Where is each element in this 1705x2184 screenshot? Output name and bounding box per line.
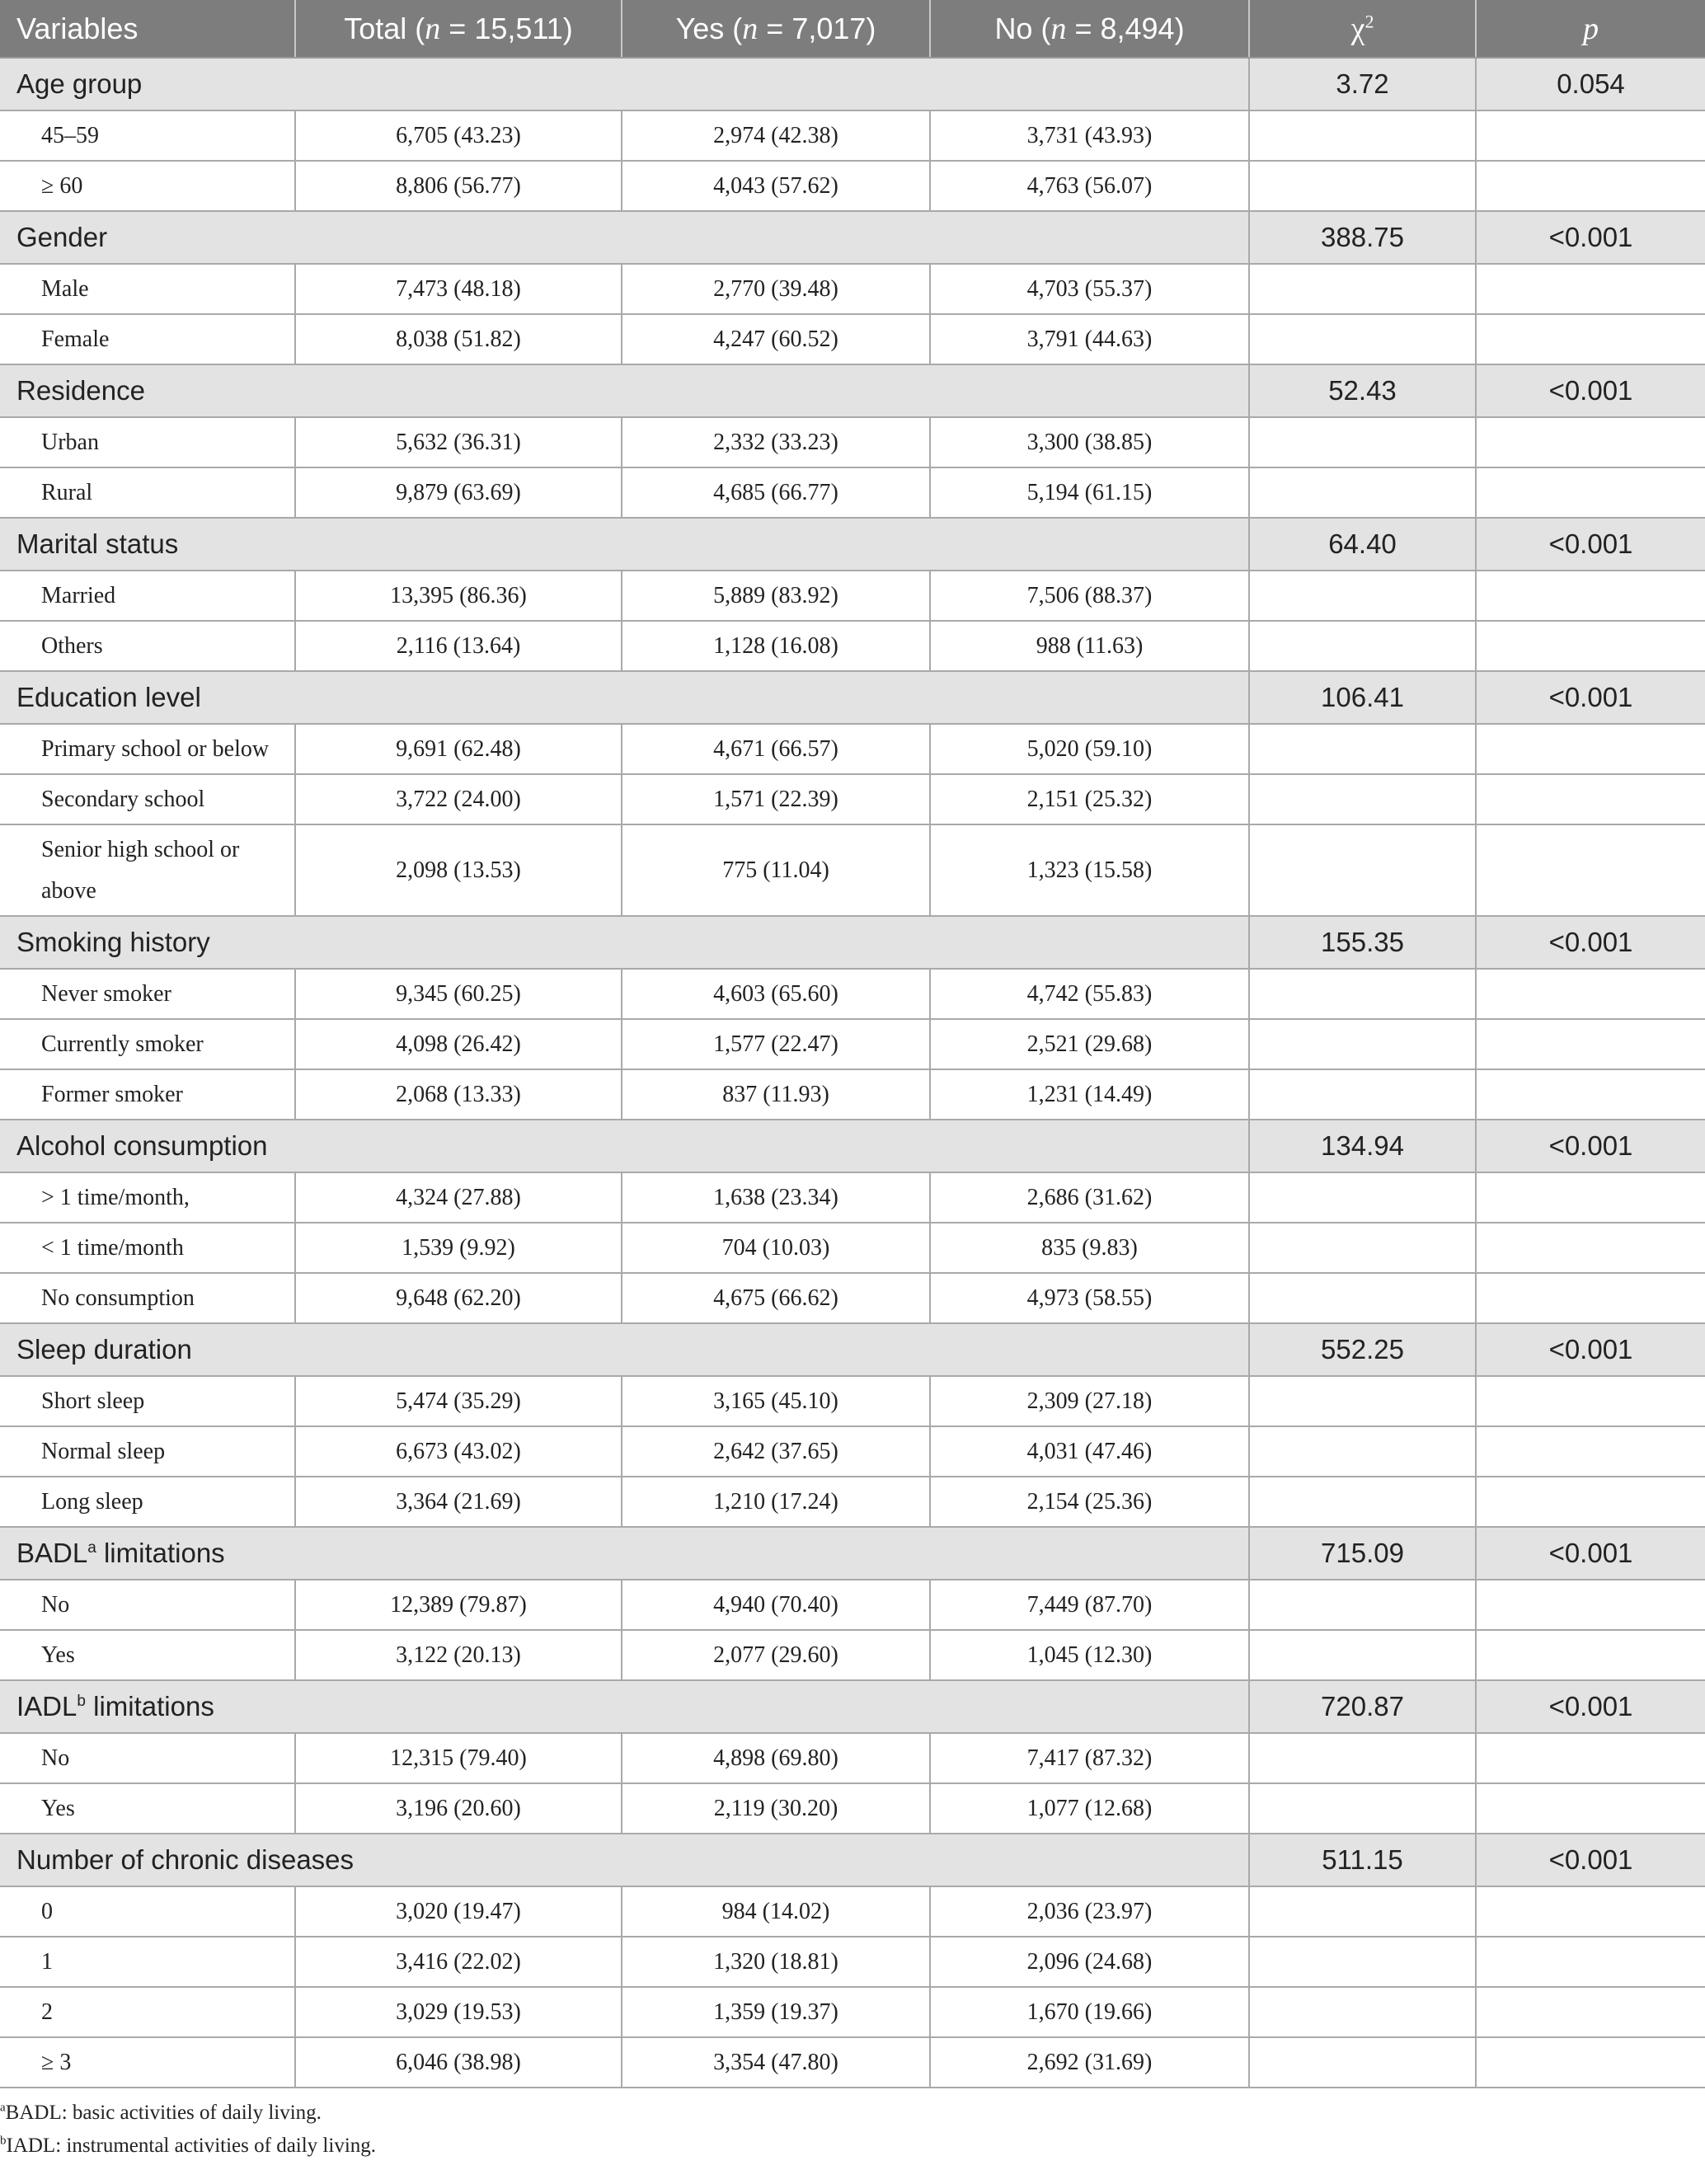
header-yes-value: = 7,017) <box>758 11 876 45</box>
table-row <box>0 1069 1705 1120</box>
row-label: No consumption <box>0 1273 295 1323</box>
cell-yes: 2,974 (42.38) <box>622 110 930 161</box>
footnote <box>0 2133 1705 2159</box>
row-label: 2 <box>0 1987 295 2037</box>
group-p-value: <0.001 <box>1476 1527 1705 1580</box>
group-label-text: Sleep duration <box>16 1334 192 1364</box>
cell-total: 5,474 (35.29) <box>295 1376 622 1426</box>
cell-chi-square-empty <box>1249 110 1476 161</box>
cell-chi-square-empty <box>1249 571 1476 621</box>
cell-yes: 1,571 (22.39) <box>622 774 930 824</box>
header-yes-n: n <box>742 11 759 46</box>
header-chi-square <box>1249 0 1476 58</box>
table-row <box>0 969 1705 1019</box>
header-p <box>1476 0 1705 58</box>
cell-yes: 2,077 (29.60) <box>622 1630 930 1680</box>
table-row <box>0 1580 1705 1630</box>
header-no-value: = 8,494) <box>1066 11 1185 45</box>
cell-yes: 4,247 (60.52) <box>622 314 930 364</box>
cell-p-empty <box>1476 1987 1705 2037</box>
group-row <box>0 364 1705 417</box>
cell-total: 3,020 (19.47) <box>295 1886 622 1937</box>
group-label-suffix: limitations <box>85 1691 214 1721</box>
group-label <box>0 1834 1249 1886</box>
cell-no: 2,154 (25.36) <box>930 1477 1249 1527</box>
cell-no: 1,077 (12.68) <box>930 1783 1249 1834</box>
cell-p-empty <box>1476 571 1705 621</box>
row-label: 0 <box>0 1886 295 1937</box>
cell-chi-square-empty <box>1249 1733 1476 1783</box>
cell-yes: 1,128 (16.08) <box>622 621 930 671</box>
cell-p-empty <box>1476 774 1705 824</box>
table-row <box>0 264 1705 314</box>
cell-chi-square-empty <box>1249 1223 1476 1273</box>
cell-yes: 1,638 (23.34) <box>622 1172 930 1223</box>
group-label-text: Gender <box>16 222 108 252</box>
header-yes <box>622 0 930 58</box>
cell-chi-square-empty <box>1249 1273 1476 1323</box>
table-row <box>0 1426 1705 1477</box>
cell-chi-square-empty <box>1249 1886 1476 1937</box>
row-label: Senior high school or above <box>0 824 295 916</box>
group-label-text: Age group <box>16 68 143 99</box>
cell-total: 2,068 (13.33) <box>295 1069 622 1120</box>
cell-yes: 4,603 (65.60) <box>622 969 930 1019</box>
cell-total: 8,806 (56.77) <box>295 161 622 211</box>
header-total-value: = 15,511) <box>440 11 573 45</box>
cell-chi-square-empty <box>1249 1172 1476 1223</box>
cell-chi-square-empty <box>1249 1069 1476 1120</box>
table-row <box>0 1783 1705 1834</box>
cell-yes: 4,940 (70.40) <box>622 1580 930 1630</box>
group-row <box>0 1527 1705 1580</box>
cell-no: 1,045 (12.30) <box>930 1630 1249 1680</box>
cell-chi-square-empty <box>1249 724 1476 774</box>
cell-no: 835 (9.83) <box>930 1223 1249 1273</box>
cell-chi-square-empty <box>1249 1630 1476 1680</box>
header-total <box>295 0 622 58</box>
footnote-text: BADL: basic activities of daily living. <box>5 2102 322 2124</box>
footnote-text: IADL: instrumental activities of daily living. <box>6 2135 377 2157</box>
table-row <box>0 1886 1705 1937</box>
group-p-value: <0.001 <box>1476 518 1705 571</box>
cell-chi-square-empty <box>1249 1580 1476 1630</box>
cell-chi-square-empty <box>1249 1783 1476 1834</box>
cell-p-empty <box>1476 1069 1705 1120</box>
cell-chi-square-empty <box>1249 774 1476 824</box>
row-label: 45–59 <box>0 110 295 161</box>
group-p-value: <0.001 <box>1476 671 1705 724</box>
cell-total: 12,315 (79.40) <box>295 1733 622 1783</box>
cell-total: 1,539 (9.92) <box>295 1223 622 1273</box>
group-row <box>0 58 1705 110</box>
table-row <box>0 1019 1705 1069</box>
cell-p-empty <box>1476 824 1705 916</box>
cell-p-empty <box>1476 161 1705 211</box>
row-label: > 1 time/month, <box>0 1172 295 1223</box>
cell-chi-square-empty <box>1249 467 1476 518</box>
cell-total: 6,046 (38.98) <box>295 2037 622 2088</box>
group-row <box>0 671 1705 724</box>
cell-p-empty <box>1476 1783 1705 1834</box>
group-label <box>0 211 1249 264</box>
table-row <box>0 1172 1705 1223</box>
cell-p-empty <box>1476 1886 1705 1937</box>
group-label-text: Education level <box>16 682 201 712</box>
group-label <box>0 1323 1249 1376</box>
group-chi-square: 388.75 <box>1249 211 1476 264</box>
group-label-text: Smoking history <box>16 927 210 957</box>
footnote-marker: b <box>0 2134 7 2148</box>
table-row <box>0 417 1705 467</box>
cell-p-empty <box>1476 1733 1705 1783</box>
group-label-superscript: b <box>77 1693 86 1710</box>
header-p-text: p <box>1583 11 1599 46</box>
cell-p-empty <box>1476 1477 1705 1527</box>
cell-p-empty <box>1476 969 1705 1019</box>
cell-total: 2,116 (13.64) <box>295 621 622 671</box>
row-label: 1 <box>0 1937 295 1987</box>
cell-yes: 2,642 (37.65) <box>622 1426 930 1477</box>
row-label: Others <box>0 621 295 671</box>
table-row <box>0 1937 1705 1987</box>
group-label-superscript: a <box>87 1539 96 1557</box>
row-label: Long sleep <box>0 1477 295 1527</box>
cell-no: 5,194 (61.15) <box>930 467 1249 518</box>
cell-total: 5,632 (36.31) <box>295 417 622 467</box>
row-label: Yes <box>0 1630 295 1680</box>
cell-no: 2,692 (31.69) <box>930 2037 1249 2088</box>
cell-total: 3,196 (20.60) <box>295 1783 622 1834</box>
group-p-value: 0.054 <box>1476 58 1705 110</box>
cell-yes: 3,165 (45.10) <box>622 1376 930 1426</box>
table-row <box>0 1477 1705 1527</box>
table-row <box>0 1223 1705 1273</box>
cell-chi-square-empty <box>1249 621 1476 671</box>
table-row <box>0 161 1705 211</box>
cell-yes: 1,210 (17.24) <box>622 1477 930 1527</box>
cell-yes: 837 (11.93) <box>622 1069 930 1120</box>
cell-chi-square-empty <box>1249 1477 1476 1527</box>
group-label <box>0 364 1249 417</box>
cell-chi-square-empty <box>1249 1937 1476 1987</box>
group-p-value: <0.001 <box>1476 211 1705 264</box>
cell-p-empty <box>1476 1630 1705 1680</box>
cell-total: 3,029 (19.53) <box>295 1987 622 2037</box>
table-row <box>0 774 1705 824</box>
group-p-value: <0.001 <box>1476 916 1705 969</box>
row-label: Male <box>0 264 295 314</box>
cell-no: 988 (11.63) <box>930 621 1249 671</box>
cell-yes: 1,577 (22.47) <box>622 1019 930 1069</box>
header-variables: Variables <box>0 0 295 58</box>
cell-total: 4,098 (26.42) <box>295 1019 622 1069</box>
header-no-n: n <box>1050 11 1067 46</box>
cell-yes: 1,359 (19.37) <box>622 1987 930 2037</box>
cell-total: 3,416 (22.02) <box>295 1937 622 1987</box>
cell-total: 9,691 (62.48) <box>295 724 622 774</box>
cell-no: 2,309 (27.18) <box>930 1376 1249 1426</box>
row-label: ≥ 60 <box>0 161 295 211</box>
group-row <box>0 1120 1705 1172</box>
table-row <box>0 110 1705 161</box>
cell-total: 13,395 (86.36) <box>295 571 622 621</box>
cell-no: 7,506 (88.37) <box>930 571 1249 621</box>
cell-chi-square-empty <box>1249 1376 1476 1426</box>
group-chi-square: 715.09 <box>1249 1527 1476 1580</box>
cell-yes: 4,898 (69.80) <box>622 1733 930 1783</box>
cell-total: 8,038 (51.82) <box>295 314 622 364</box>
cell-chi-square-empty <box>1249 969 1476 1019</box>
header-total-n: n <box>425 11 441 46</box>
header-total-text: Total ( <box>344 11 425 45</box>
cell-yes: 1,320 (18.81) <box>622 1937 930 1987</box>
cell-chi-square-empty <box>1249 264 1476 314</box>
row-label: No <box>0 1580 295 1630</box>
cell-no: 1,231 (14.49) <box>930 1069 1249 1120</box>
cell-total: 9,648 (62.20) <box>295 1273 622 1323</box>
group-chi-square: 3.72 <box>1249 58 1476 110</box>
group-chi-square: 511.15 <box>1249 1834 1476 1886</box>
table-row <box>0 571 1705 621</box>
cell-yes: 984 (14.02) <box>622 1886 930 1937</box>
cell-p-empty <box>1476 314 1705 364</box>
cell-total: 9,345 (60.25) <box>295 969 622 1019</box>
cell-total: 6,705 (43.23) <box>295 110 622 161</box>
footnotes <box>0 2100 1705 2159</box>
table-row <box>0 824 1705 916</box>
cell-chi-square-empty <box>1249 824 1476 916</box>
group-chi-square: 155.35 <box>1249 916 1476 969</box>
cell-total: 3,722 (24.00) <box>295 774 622 824</box>
cell-no: 4,763 (56.07) <box>930 161 1249 211</box>
group-label <box>0 671 1249 724</box>
row-label: Married <box>0 571 295 621</box>
row-label: Yes <box>0 1783 295 1834</box>
cell-yes: 2,332 (33.23) <box>622 417 930 467</box>
cell-no: 4,742 (55.83) <box>930 969 1249 1019</box>
header-chi-symbol: χ <box>1350 11 1365 46</box>
cell-chi-square-empty <box>1249 161 1476 211</box>
group-p-value: <0.001 <box>1476 1834 1705 1886</box>
cell-no: 2,036 (23.97) <box>930 1886 1249 1937</box>
cell-p-empty <box>1476 1580 1705 1630</box>
cell-total: 3,122 (20.13) <box>295 1630 622 1680</box>
table-header <box>0 0 1705 58</box>
cell-chi-square-empty <box>1249 1019 1476 1069</box>
group-row <box>0 211 1705 264</box>
group-label-text: IADL <box>16 1691 78 1721</box>
footnote-marker: a <box>0 2101 6 2115</box>
cell-no: 2,096 (24.68) <box>930 1937 1249 1987</box>
group-p-value: <0.001 <box>1476 364 1705 417</box>
table-row <box>0 1273 1705 1323</box>
cell-no: 7,417 (87.32) <box>930 1733 1249 1783</box>
group-chi-square: 720.87 <box>1249 1680 1476 1733</box>
cell-p-empty <box>1476 1172 1705 1223</box>
cell-p-empty <box>1476 1223 1705 1273</box>
table-row <box>0 314 1705 364</box>
header-yes-text: Yes ( <box>675 11 743 45</box>
cell-p-empty <box>1476 1376 1705 1426</box>
group-row <box>0 916 1705 969</box>
row-label: Never smoker <box>0 969 295 1019</box>
cell-yes: 2,119 (30.20) <box>622 1783 930 1834</box>
group-label <box>0 518 1249 571</box>
group-label-text: Residence <box>16 375 145 406</box>
cell-no: 5,020 (59.10) <box>930 724 1249 774</box>
cell-total: 12,389 (79.87) <box>295 1580 622 1630</box>
cell-no: 4,703 (55.37) <box>930 264 1249 314</box>
row-label: Rural <box>0 467 295 518</box>
group-label <box>0 1120 1249 1172</box>
cell-no: 2,686 (31.62) <box>930 1172 1249 1223</box>
group-p-value: <0.001 <box>1476 1323 1705 1376</box>
group-label <box>0 58 1249 110</box>
cell-yes: 4,671 (66.57) <box>622 724 930 774</box>
cell-yes: 4,043 (57.62) <box>622 161 930 211</box>
group-chi-square: 552.25 <box>1249 1323 1476 1376</box>
row-label: Normal sleep <box>0 1426 295 1477</box>
row-label: Short sleep <box>0 1376 295 1426</box>
cell-total: 2,098 (13.53) <box>295 824 622 916</box>
cell-chi-square-empty <box>1249 417 1476 467</box>
group-chi-square: 64.40 <box>1249 518 1476 571</box>
cell-chi-square-empty <box>1249 314 1476 364</box>
table-row <box>0 621 1705 671</box>
cell-yes: 2,770 (39.48) <box>622 264 930 314</box>
group-label-text: Marital status <box>16 528 179 559</box>
group-label-text: Alcohol consumption <box>16 1130 268 1161</box>
cell-p-empty <box>1476 724 1705 774</box>
cell-no: 3,791 (44.63) <box>930 314 1249 364</box>
cell-yes: 4,685 (66.77) <box>622 467 930 518</box>
table-row <box>0 1733 1705 1783</box>
cell-p-empty <box>1476 1019 1705 1069</box>
table-body <box>0 58 1705 2088</box>
cell-p-empty <box>1476 1273 1705 1323</box>
cell-no: 4,031 (47.46) <box>930 1426 1249 1477</box>
table-row <box>0 467 1705 518</box>
table-row <box>0 2037 1705 2088</box>
cell-total: 7,473 (48.18) <box>295 264 622 314</box>
group-label <box>0 916 1249 969</box>
row-label: Primary school or below <box>0 724 295 774</box>
header-no-text: No ( <box>994 11 1051 45</box>
cell-p-empty <box>1476 417 1705 467</box>
row-label: Secondary school <box>0 774 295 824</box>
group-label-text: BADL <box>16 1538 88 1568</box>
cell-yes: 3,354 (47.80) <box>622 2037 930 2088</box>
row-label: Urban <box>0 417 295 467</box>
cell-p-empty <box>1476 110 1705 161</box>
cell-yes: 5,889 (83.92) <box>622 571 930 621</box>
header-chi-superscript: 2 <box>1364 10 1374 31</box>
group-p-value: <0.001 <box>1476 1120 1705 1172</box>
cell-p-empty <box>1476 264 1705 314</box>
group-row <box>0 1323 1705 1376</box>
cell-no: 1,323 (15.58) <box>930 824 1249 916</box>
row-label: No <box>0 1733 295 1783</box>
cell-no: 1,670 (19.66) <box>930 1987 1249 2037</box>
cell-yes: 775 (11.04) <box>622 824 930 916</box>
header-no <box>930 0 1249 58</box>
table-row <box>0 724 1705 774</box>
group-chi-square: 134.94 <box>1249 1120 1476 1172</box>
cell-no: 3,731 (43.93) <box>930 110 1249 161</box>
row-label: Female <box>0 314 295 364</box>
cell-chi-square-empty <box>1249 2037 1476 2088</box>
cell-chi-square-empty <box>1249 1426 1476 1477</box>
group-row <box>0 518 1705 571</box>
group-chi-square: 52.43 <box>1249 364 1476 417</box>
cell-yes: 704 (10.03) <box>622 1223 930 1273</box>
row-label: ≥ 3 <box>0 2037 295 2088</box>
cell-p-empty <box>1476 621 1705 671</box>
row-label: < 1 time/month <box>0 1223 295 1273</box>
group-p-value: <0.001 <box>1476 1680 1705 1733</box>
group-chi-square: 106.41 <box>1249 671 1476 724</box>
cell-no: 2,151 (25.32) <box>930 774 1249 824</box>
row-label: Currently smoker <box>0 1019 295 1069</box>
group-row <box>0 1834 1705 1886</box>
table-row <box>0 1987 1705 2037</box>
cell-total: 6,673 (43.02) <box>295 1426 622 1477</box>
group-label <box>0 1527 1249 1580</box>
cell-yes: 4,675 (66.62) <box>622 1273 930 1323</box>
group-label-text: Number of chronic diseases <box>16 1844 355 1875</box>
cell-total: 9,879 (63.69) <box>295 467 622 518</box>
cell-no: 2,521 (29.68) <box>930 1019 1249 1069</box>
group-row <box>0 1680 1705 1733</box>
cell-p-empty <box>1476 2037 1705 2088</box>
row-label: Former smoker <box>0 1069 295 1120</box>
cell-no: 4,973 (58.55) <box>930 1273 1249 1323</box>
cell-total: 3,364 (21.69) <box>295 1477 622 1527</box>
cell-p-empty <box>1476 467 1705 518</box>
footnote <box>0 2100 1705 2126</box>
cell-total: 4,324 (27.88) <box>295 1172 622 1223</box>
table-row <box>0 1630 1705 1680</box>
table-row <box>0 1376 1705 1426</box>
cell-p-empty <box>1476 1937 1705 1987</box>
cell-p-empty <box>1476 1426 1705 1477</box>
group-label <box>0 1680 1249 1733</box>
header-row <box>0 0 1705 58</box>
cell-no: 3,300 (38.85) <box>930 417 1249 467</box>
cell-no: 7,449 (87.70) <box>930 1580 1249 1630</box>
cell-chi-square-empty <box>1249 1987 1476 2037</box>
group-label-suffix: limitations <box>96 1538 225 1568</box>
